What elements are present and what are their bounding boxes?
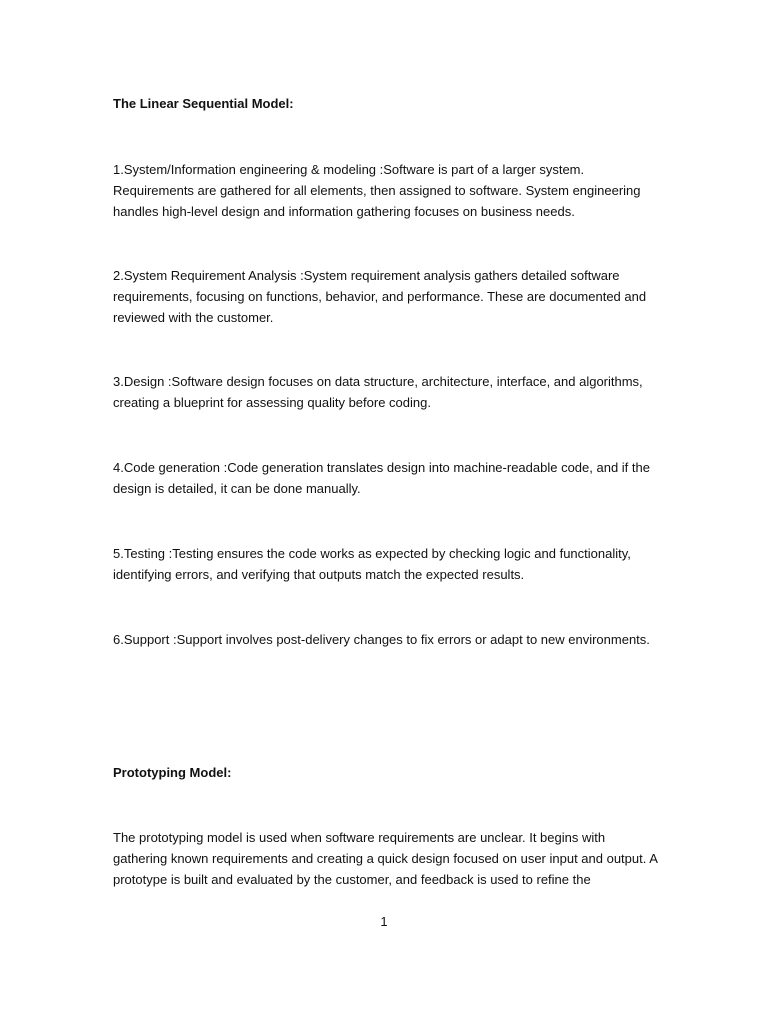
list-item-testing: 5.Testing :Testing ensures the code works as expected by checking logic and functionality, identifying errors, and verifying that outputs match the expected results. bbox=[113, 546, 631, 582]
list-item-code-generation: 4.Code generation :Code generation translates design into machine-readable code, and if the design is detailed, it can be done manually. bbox=[113, 460, 650, 496]
list-item-system-information-engineering: 1.System/Information engineering & modeling :Software is part of a larger system. Requirements are gathered for all elements, then assigned to software. System engineering handles high-level design and information gathering focuses on business needs. bbox=[113, 162, 641, 219]
section-heading-prototyping-model: Prototyping Model: bbox=[113, 765, 232, 780]
page-number: 1 bbox=[380, 914, 388, 929]
prototyping-model-paragraph: The prototyping model is used when software requirements are unclear. It begins with gathering known requirements and creating a quick design focused on user input and output. A prototype is built and evaluated by the customer, and feedback is used to refine the bbox=[113, 830, 658, 887]
list-item-design: 3.Design :Software design focuses on data structure, architecture, interface, and algorithms, creating a blueprint for assessing quality before coding. bbox=[113, 374, 643, 410]
list-item-support: 6.Support :Support involves post-delivery changes to fix errors or adapt to new environments. bbox=[113, 632, 650, 647]
section-heading-linear-sequential-model: The Linear Sequential Model: bbox=[113, 96, 294, 111]
list-item-system-requirement-analysis: 2.System Requirement Analysis :System requirement analysis gathers detailed software requirements, focusing on functions, behavior, and performance. These are documented and reviewed with the customer. bbox=[113, 268, 647, 325]
